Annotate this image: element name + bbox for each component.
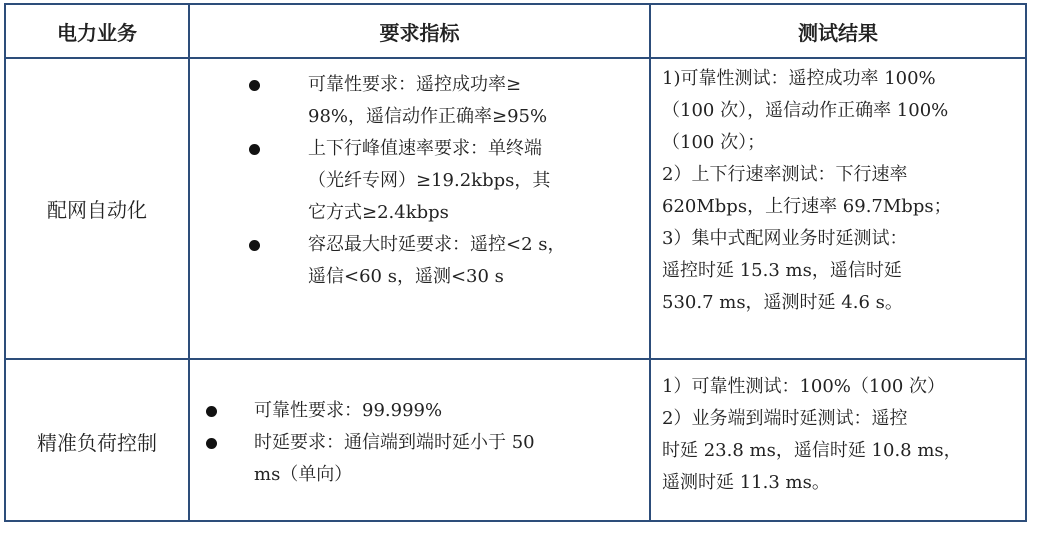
result-line: 620Mbps，上行速率 69.7Mbps；	[662, 196, 952, 217]
requirement-line: 它方式≥2.4kbps	[308, 202, 449, 223]
result-line: 遥测时延 11.3 ms。	[662, 472, 830, 493]
bullet-icon	[206, 406, 217, 417]
result-line: （100 次），遥信动作正确率 100%	[662, 100, 949, 121]
result-line: 1)可靠性测试：遥控成功率 100%	[662, 68, 936, 89]
result-line: 530.7 ms，遥测时延 4.6 s。	[662, 292, 903, 313]
requirement-item	[252, 133, 647, 229]
result-line: 3）集中式配网业务时延测试：	[662, 228, 908, 249]
header-requirements: 要求指标	[379, 20, 460, 45]
requirement-item	[206, 395, 646, 427]
requirements-cell	[252, 69, 647, 293]
requirement-line: 时延要求：通信端到端时延小于 50	[254, 432, 535, 453]
result-line: （100 次）；	[662, 132, 766, 153]
bullet-icon	[249, 144, 260, 155]
requirements-cell	[206, 395, 646, 491]
bullet-icon	[249, 80, 260, 91]
column-divider	[188, 5, 190, 520]
header-results: 测试结果	[798, 20, 878, 45]
requirement-item	[206, 427, 646, 491]
results-cell	[662, 371, 1024, 499]
column-divider	[649, 5, 651, 520]
result-line: 2）业务端到端时延测试：遥控	[662, 408, 908, 429]
requirement-line: 遥信<60 s，遥测<30 s	[308, 266, 504, 287]
results-cell	[662, 63, 1024, 319]
result-line: 遥控时延 15.3 ms，遥信时延	[662, 260, 902, 281]
requirement-line: 上下行峰值速率要求：单终端	[308, 138, 542, 159]
requirement-line: 可靠性要求：99.999%	[254, 400, 443, 421]
requirement-item	[252, 69, 647, 133]
result-line: 1）可靠性测试：100%（100 次）	[662, 376, 945, 397]
requirement-line: 容忍最大时延要求：遥控<2 s，	[308, 234, 566, 255]
result-line: 2）上下行速率测试：下行速率	[662, 164, 908, 185]
requirements-table	[4, 3, 1027, 522]
header-service: 电力业务	[57, 20, 137, 45]
requirement-line: （光纤专网）≥19.2kbps，其	[308, 170, 551, 191]
service-distribution-automation: 配网自动化	[47, 198, 147, 222]
requirement-line: 可靠性要求：遥控成功率≥	[308, 74, 522, 95]
service-precise-load-control: 精准负荷控制	[37, 430, 157, 455]
result-line: 时延 23.8 ms，遥信时延 10.8 ms，	[662, 440, 962, 461]
requirement-item	[252, 229, 647, 293]
bullet-icon	[249, 240, 260, 251]
requirement-line: ms（单向）	[254, 464, 353, 485]
requirement-line: 98%，遥信动作正确率≥95%	[308, 106, 548, 127]
bullet-icon	[206, 438, 217, 449]
